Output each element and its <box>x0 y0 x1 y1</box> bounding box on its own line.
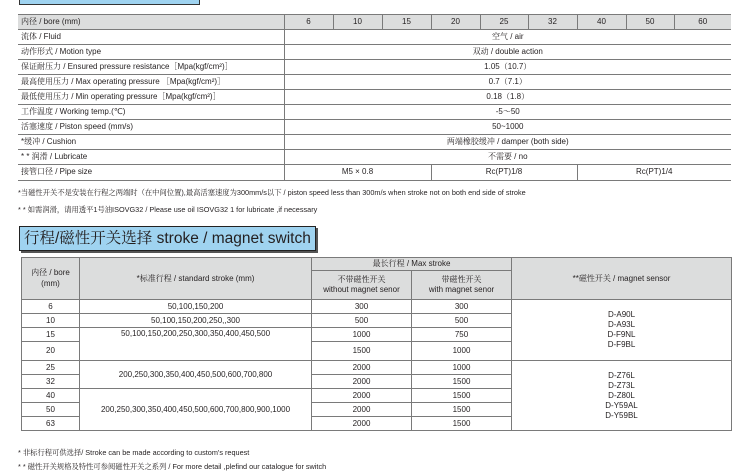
note-custom-stroke: * 非标行程可供选择/ Stroke can be made according to custom's request <box>18 448 250 457</box>
spec-label: 最低使用压力 / Min operating pressure［Mpa(kgf/cm²)］ <box>18 90 284 105</box>
with-cell: 1500 <box>412 403 512 417</box>
without-cell: 300 <box>312 300 412 314</box>
spec-row-motion <box>18 45 731 60</box>
with-cell: 1500 <box>412 389 512 403</box>
with-cell: 1000 <box>412 361 512 375</box>
spec-label: 流体 / Fluid <box>18 30 284 45</box>
without-sensor-header: 不带磁性开关 without magnet senor <box>312 271 412 300</box>
spec-value: 0.18（1.8） <box>284 90 731 105</box>
note-switch-catalogue: * * 磁性开关规格及特性可参阅磁性开关之系列 / For more detail ,plefind our catalogue for switch <box>18 462 327 471</box>
bore-header: 内径 / bore (mm) <box>18 15 284 30</box>
with-cell: 750 <box>412 328 512 342</box>
spec-row-piston-speed <box>18 120 731 135</box>
max-stroke-header: 最长行程 / Max stroke <box>312 258 512 271</box>
spec-value: 不需要 / no <box>284 150 731 165</box>
spec-row-pipe-size <box>18 165 731 180</box>
bore-cell: 63 <box>22 417 80 431</box>
spec-label: 工作温度 / Working temp.(℃) <box>18 105 284 120</box>
spec-label: 动作形式 / Motion type <box>18 45 284 60</box>
with-cell: 1500 <box>412 417 512 431</box>
bore-cell: 15 <box>22 328 80 342</box>
sensor-list-b: D-Z76L D-Z73L D-Z80L D-Y59AL D-Y59BL <box>512 361 732 431</box>
without-cell: 2000 <box>312 361 412 375</box>
section-title-stroke: 行程/磁性开关选择 stroke / magnet switch <box>19 226 316 251</box>
spec-table <box>18 14 731 181</box>
spec-label: 活塞速度 / Piston speed (mm/s) <box>18 120 284 135</box>
spec-row-max-pressure <box>18 75 731 90</box>
spec-row-ensured-pressure <box>18 60 731 75</box>
bore-6: 6 <box>284 15 333 30</box>
bore-cell: 40 <box>22 389 80 403</box>
sensor-header: **磁性开关 / magnet sensor <box>512 258 732 300</box>
std-stroke-cell: 200,250,300,350,400,450,500,600,700,800 <box>80 361 312 389</box>
spec-row-lubricate <box>18 150 731 165</box>
spec-row-fluid <box>18 30 731 45</box>
bore-cell: 50 <box>22 403 80 417</box>
bore-20: 20 <box>431 15 480 30</box>
with-cell: 1500 <box>412 375 512 389</box>
spec-value: 50~1000 <box>284 120 731 135</box>
bore-cell: 32 <box>22 375 80 389</box>
sensor-list-a: D-A90L D-A93L D-F9NL D-F9BL <box>512 300 732 361</box>
spec-value: 空气 / air <box>284 30 731 45</box>
note-lubricate: * * 如需润滑，请用透平1号油ISOVG32 / Please use oil ISOVG32 1 for lubricate ,if necessary <box>18 205 318 214</box>
without-cell: 2000 <box>312 375 412 389</box>
bore-60: 60 <box>674 15 731 30</box>
std-stroke-header: *标准行程 / standard stroke (mm) <box>80 258 312 300</box>
spec-header-row <box>18 15 731 30</box>
spec-label: 最高使用压力 / Max operating pressure ［Mpa(kgf/cm²)］ <box>18 75 284 90</box>
bore-32: 32 <box>528 15 577 30</box>
spec-row-cushion <box>18 135 731 150</box>
bore-25: 25 <box>480 15 528 30</box>
bore-cell: 6 <box>22 300 80 314</box>
spec-value: -5～50 <box>284 105 731 120</box>
spec-value: 两端橡胶缓冲 / damper (both side) <box>284 135 731 150</box>
spec-value: 0.7（7.1） <box>284 75 731 90</box>
std-stroke-cell: 50,100,150,200,250,300,350,400,450,500 <box>80 328 312 361</box>
without-cell: 2000 <box>312 389 412 403</box>
spec-value: 1.05（10.7） <box>284 60 731 75</box>
bore-15: 15 <box>382 15 431 30</box>
without-cell: 2000 <box>312 417 412 431</box>
std-stroke-cell: 200,250,300,350,400,450,500,600,700,800,900,1000 <box>80 389 312 431</box>
std-stroke-cell: 50,100,150,200 <box>80 300 312 314</box>
stroke-table <box>21 257 732 431</box>
spec-value: 双动 / double action <box>284 45 731 60</box>
with-cell: 1000 <box>412 342 512 361</box>
note-piston-speed: *当磁性开关不是安装在行程之两端时（在中间位置),最高活塞速度为300mm/s以下 / piston speed less than 300m/s when stroke not on both end side of stroke <box>18 188 526 197</box>
without-cell: 1500 <box>312 342 412 361</box>
without-cell: 2000 <box>312 403 412 417</box>
bore-cell: 10 <box>22 314 80 328</box>
with-cell: 500 <box>412 314 512 328</box>
spec-label: *缓冲 / Cushion <box>18 135 284 150</box>
table-row <box>22 300 732 314</box>
stroke-header-row <box>22 258 732 271</box>
without-cell: 500 <box>312 314 412 328</box>
bore-cell: 25 <box>22 361 80 375</box>
spec-label: 接管口径 / Pipe size <box>18 165 284 180</box>
stroke-bore-header: 内径 / bore (mm) <box>22 258 80 300</box>
std-stroke-cell: 50,100,150,200,250,,300 <box>80 314 312 328</box>
spec-row-working-temp <box>18 105 731 120</box>
table-row <box>22 361 732 375</box>
spec-row-min-pressure <box>18 90 731 105</box>
without-cell: 1000 <box>312 328 412 342</box>
bore-50: 50 <box>626 15 674 30</box>
with-sensor-header: 带磁性开关 with magnet senor <box>412 271 512 300</box>
pipe-size-small: M5 × 0.8 <box>284 165 431 180</box>
spec-label: * * 润滑 / Lubricate <box>18 150 284 165</box>
spec-section-banner <box>19 0 200 5</box>
pipe-size-large: Rc(PT)1/4 <box>577 165 731 180</box>
pipe-size-medium: Rc(PT)1/8 <box>431 165 577 180</box>
bore-cell: 20 <box>22 342 80 361</box>
with-cell: 300 <box>412 300 512 314</box>
bore-10: 10 <box>333 15 382 30</box>
bore-40: 40 <box>577 15 626 30</box>
spec-label: 保证耐压力 / Ensured pressure resistance［Mpa(kgf/cm²)］ <box>18 60 284 75</box>
